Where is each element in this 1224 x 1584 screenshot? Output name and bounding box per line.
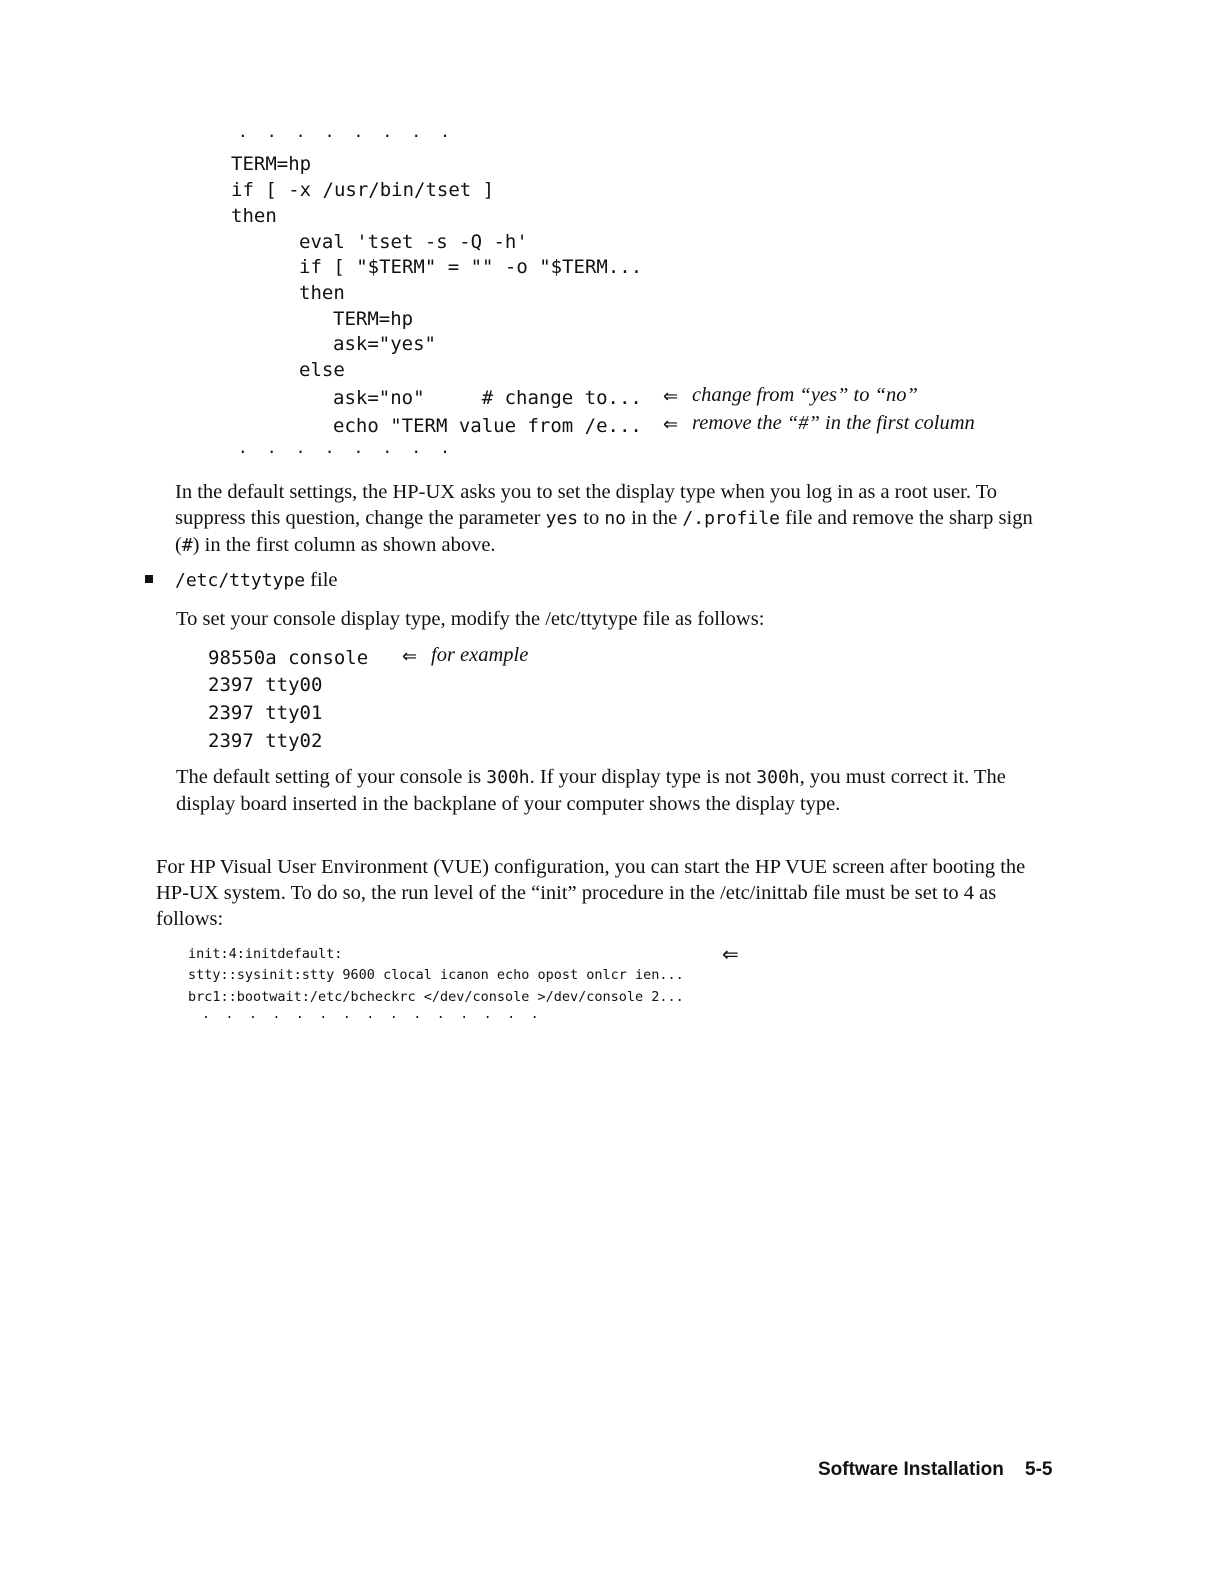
annotation-note: remove the “#” in the first column (692, 412, 975, 434)
bullet-item: /etc/ttytype file (175, 569, 338, 591)
page-number: 5-5 (1025, 1459, 1053, 1480)
code-line: init:4:initdefault: (188, 946, 343, 962)
code-line: brc1::bootwait:/etc/bcheckrc </dev/console >/dev/console 2... (188, 989, 684, 1005)
code-line: echo "TERM value from /e... (333, 415, 642, 437)
code-line: ask="yes" (333, 333, 436, 355)
footer-section-title: Software Installation (818, 1459, 1004, 1480)
paragraph: The default setting of your console is 300h. If your display type is not 300h, you must correct it. The display board inserted in the backplane of your computer shows the display type. (176, 766, 1006, 815)
code-line: stty::sysinit:stty 9600 clocal icanon echo opost onlcr ien... (188, 967, 684, 983)
code-line: else (299, 359, 345, 381)
code-line: 2397 tty01 (208, 702, 323, 724)
ellipsis-dots-bottom: . . . . . . . . (238, 438, 450, 457)
paragraph: In the default settings, the HP-UX asks you to set the display type when you log in as a root user. To suppress this question, change the parameter yes to no in the /.profile file and remove the sharp sign (#) in the first column as shown above. (175, 481, 1033, 556)
code-line: if [ "$TERM" = "" -o "$TERM... (299, 256, 643, 278)
left-arrow-icon: ⇐ (722, 942, 739, 966)
left-arrow-icon: ⇐ (663, 386, 679, 407)
left-arrow-icon: ⇐ (402, 646, 418, 667)
code-line: 2397 tty00 (208, 674, 323, 696)
annotation-note: for example (431, 644, 529, 666)
ellipsis-dots-top: . . . . . . . . (238, 122, 450, 141)
code-line: if [ -x /usr/bin/tset ] (231, 179, 495, 201)
code-line: ask="no" # change to... (333, 387, 642, 409)
left-arrow-icon: ⇐ (663, 414, 679, 435)
bullet-icon (145, 575, 153, 583)
annotation-note: change from “yes” to “no” (692, 384, 918, 406)
code-line: 2397 tty02 (208, 730, 323, 752)
code-line: 98550a console (208, 647, 369, 669)
code-line: then (231, 205, 277, 227)
paragraph: To set your console display type, modify the /etc/ttytype file as follows: (176, 608, 765, 630)
code-line: TERM=hp (231, 153, 312, 175)
code-line: TERM=hp (333, 308, 414, 330)
code-line: then (299, 282, 345, 304)
paragraph: For HP Visual User Environment (VUE) configuration, you can start the HP VUE screen after booting the HP-UX system. To do so, the run level of the “init” procedure in the /etc/inittab file must be set to 4 as follows: (156, 856, 1026, 930)
ellipsis-dots: . . . . . . . . . . . . . . . (202, 1007, 539, 1022)
code-line: eval 'tset -s -Q -h' (299, 231, 528, 253)
